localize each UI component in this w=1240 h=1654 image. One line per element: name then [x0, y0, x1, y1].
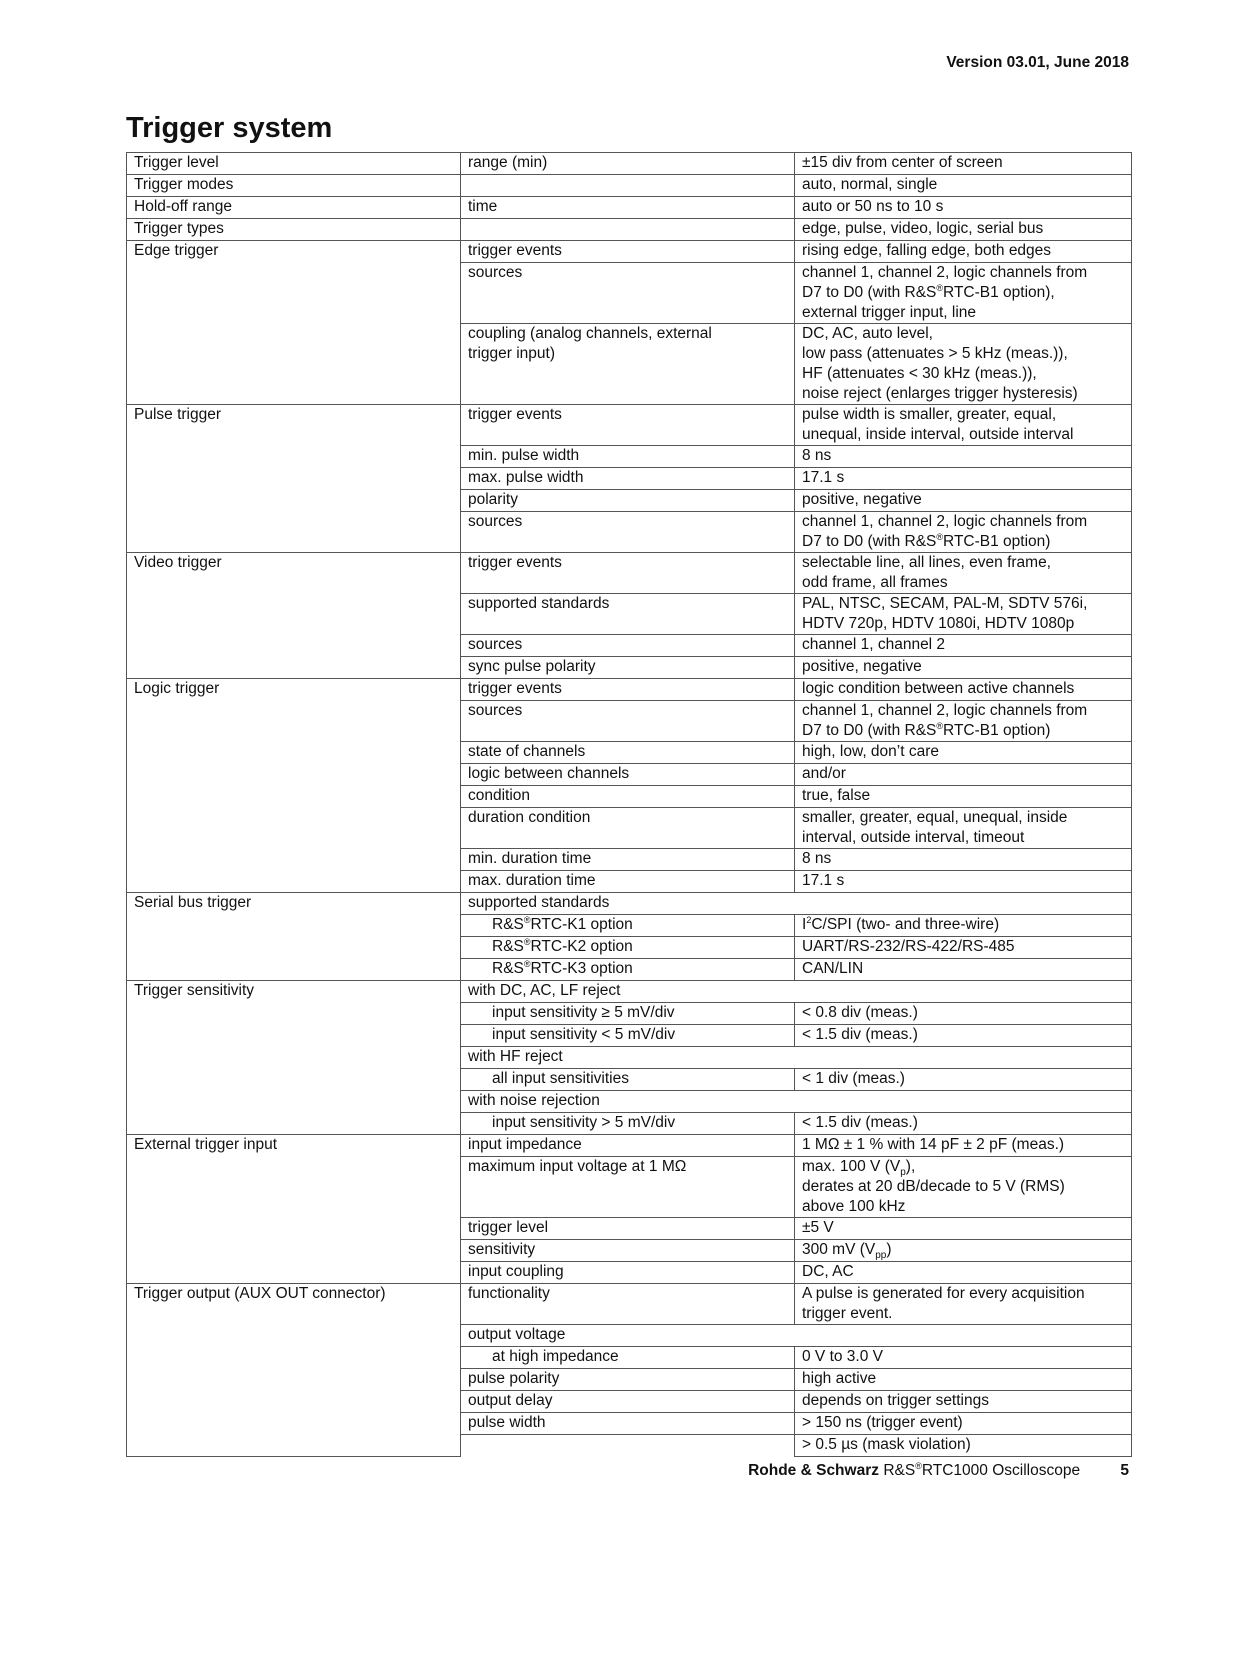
table-row	[127, 1391, 1132, 1413]
row-group-label: Trigger modes	[127, 175, 461, 197]
table-row	[127, 1135, 1132, 1157]
parameter-cell: trigger events	[461, 241, 795, 263]
table-row	[127, 1347, 1132, 1369]
parameter-cell: functionality	[461, 1284, 795, 1325]
parameter-cell: supported standards	[461, 594, 795, 635]
row-group-label	[127, 1047, 461, 1069]
row-group-label	[127, 959, 461, 981]
parameter-cell: logic between channels	[461, 764, 795, 786]
row-group-label	[127, 657, 461, 679]
value-cell	[795, 1157, 1132, 1218]
row-group-label	[127, 1003, 461, 1025]
parameter-cell: at high impedance	[461, 1347, 795, 1369]
cell-line: unequal, inside interval, outside interval	[802, 426, 1074, 443]
table-row	[127, 1218, 1132, 1240]
cell-line: channel 1, channel 2, logic channels from	[802, 702, 1088, 719]
row-group-label	[127, 512, 461, 553]
cell-line: low pass (attenuates > 5 kHz (meas.)),	[802, 345, 1068, 362]
parameter-cell	[461, 324, 795, 405]
value-cell: high active	[795, 1369, 1132, 1391]
cell-line: trigger input)	[468, 345, 556, 362]
table-row	[127, 893, 1132, 915]
parameter-cell: min. duration time	[461, 849, 795, 871]
value-cell	[795, 324, 1132, 405]
table-row	[127, 446, 1132, 468]
value-cell: rising edge, falling edge, both edges	[795, 241, 1132, 263]
parameter-cell: output delay	[461, 1391, 795, 1413]
table-row	[127, 594, 1132, 635]
parameter-cell: input sensitivity ≥ 5 mV/div	[461, 1003, 795, 1025]
table-row	[127, 1325, 1132, 1347]
row-group-label	[127, 446, 461, 468]
document-version: Version 03.01, June 2018	[946, 54, 1129, 71]
value-cell: 17.1 s	[795, 871, 1132, 893]
parameter-cell: with HF reject	[461, 1047, 1132, 1069]
row-group-label	[127, 263, 461, 324]
parameter-cell: sensitivity	[461, 1240, 795, 1262]
table-row	[127, 1369, 1132, 1391]
value-cell: ±5 V	[795, 1218, 1132, 1240]
table-row	[127, 468, 1132, 490]
row-group-label	[127, 786, 461, 808]
parameter-cell: pulse polarity	[461, 1369, 795, 1391]
cell-line: selectable line, all lines, even frame,	[802, 554, 1051, 571]
row-group-label	[127, 1325, 461, 1347]
value-cell: auto, normal, single	[795, 175, 1132, 197]
value-cell: true, false	[795, 786, 1132, 808]
value-cell	[795, 512, 1132, 553]
table-row	[127, 1262, 1132, 1284]
value-cell	[795, 1284, 1132, 1325]
value-cell: > 0.5 µs (mask violation)	[795, 1435, 1132, 1457]
value-cell: < 1 div (meas.)	[795, 1069, 1132, 1091]
value-cell	[795, 701, 1132, 742]
table-row	[127, 701, 1132, 742]
table-row	[127, 657, 1132, 679]
row-group-label: Logic trigger	[127, 679, 461, 701]
page-number: 5	[1120, 1462, 1129, 1479]
parameter-cell: min. pulse width	[461, 446, 795, 468]
row-group-label	[127, 1218, 461, 1240]
parameter-cell: all input sensitivities	[461, 1069, 795, 1091]
value-cell: 8 ns	[795, 849, 1132, 871]
value-cell: high, low, don’t care	[795, 742, 1132, 764]
row-group-label: Pulse trigger	[127, 405, 461, 446]
row-group-label	[127, 1069, 461, 1091]
table-row	[127, 1157, 1132, 1218]
value-cell: channel 1, channel 2	[795, 635, 1132, 657]
row-group-label	[127, 1413, 461, 1435]
row-group-label: Trigger types	[127, 219, 461, 241]
value-cell	[795, 553, 1132, 594]
cell-line: HDTV 720p, HDTV 1080i, HDTV 1080p	[802, 615, 1075, 632]
value-cell	[795, 594, 1132, 635]
row-group-label	[127, 742, 461, 764]
table-row	[127, 153, 1132, 175]
cell-line: PAL, NTSC, SECAM, PAL-M, SDTV 576i,	[802, 595, 1088, 612]
table-row	[127, 679, 1132, 701]
cell-line: noise reject (enlarges trigger hysteresis)	[802, 385, 1078, 402]
row-group-label	[127, 1091, 461, 1113]
row-group-label: Trigger output (AUX OUT connector)	[127, 1284, 461, 1325]
value-cell: UART/RS-232/RS-422/RS-485	[795, 937, 1132, 959]
row-group-label	[127, 937, 461, 959]
row-group-label	[127, 635, 461, 657]
row-group-label	[127, 1369, 461, 1391]
value-cell: < 0.8 div (meas.)	[795, 1003, 1132, 1025]
parameter-cell: with noise rejection	[461, 1091, 1132, 1113]
cell-line: channel 1, channel 2, logic channels from	[802, 513, 1088, 530]
cell-line: interval, outside interval, timeout	[802, 829, 1025, 846]
parameter-cell: duration condition	[461, 808, 795, 849]
cell-line: pulse width is smaller, greater, equal,	[802, 406, 1057, 423]
row-group-label	[127, 1262, 461, 1284]
row-group-label	[127, 849, 461, 871]
cell-line: D7 to D0 (with R&S®RTC-B1 option),	[802, 282, 1055, 301]
cell-line: D7 to D0 (with R&S®RTC-B1 option)	[802, 720, 1051, 739]
value-cell: > 150 ns (trigger event)	[795, 1413, 1132, 1435]
parameter-cell: R&S®RTC-K1 option	[461, 915, 795, 937]
parameter-cell	[461, 219, 795, 241]
footer-product: R&S®RTC1000 Oscilloscope	[883, 1460, 1081, 1479]
row-group-label	[127, 468, 461, 490]
page-footer	[748, 1462, 1129, 1480]
cell-line: HF (attenuates < 30 kHz (meas.)),	[802, 365, 1037, 382]
parameter-cell: condition	[461, 786, 795, 808]
parameter-cell: sources	[461, 263, 795, 324]
row-group-label: Hold-off range	[127, 197, 461, 219]
value-cell: < 1.5 div (meas.)	[795, 1025, 1132, 1047]
parameter-cell: sources	[461, 701, 795, 742]
table-row	[127, 490, 1132, 512]
table-row	[127, 324, 1132, 405]
cell-line: A pulse is generated for every acquisition	[802, 1285, 1085, 1302]
value-cell: < 1.5 div (meas.)	[795, 1113, 1132, 1135]
row-group-label	[127, 915, 461, 937]
value-cell: positive, negative	[795, 657, 1132, 679]
parameter-cell: R&S®RTC-K2 option	[461, 937, 795, 959]
row-group-label: Edge trigger	[127, 241, 461, 263]
parameter-cell: output voltage	[461, 1325, 1132, 1347]
table-row	[127, 937, 1132, 959]
table-row	[127, 1113, 1132, 1135]
row-group-label	[127, 594, 461, 635]
parameter-cell: R&S®RTC-K3 option	[461, 959, 795, 981]
parameter-cell: max. duration time	[461, 871, 795, 893]
parameter-cell: trigger level	[461, 1218, 795, 1240]
table-row	[127, 1025, 1132, 1047]
parameter-cell: sources	[461, 635, 795, 657]
value-cell: ±15 div from center of screen	[795, 153, 1132, 175]
table-row	[127, 915, 1132, 937]
parameter-cell	[461, 1435, 795, 1457]
table-row	[127, 742, 1132, 764]
value-cell: logic condition between active channels	[795, 679, 1132, 701]
row-group-label: External trigger input	[127, 1135, 461, 1157]
value-cell: edge, pulse, video, logic, serial bus	[795, 219, 1132, 241]
row-group-label	[127, 1391, 461, 1413]
table-row	[127, 175, 1132, 197]
cell-line: coupling (analog channels, external	[468, 325, 712, 342]
value-cell: 8 ns	[795, 446, 1132, 468]
table-row	[127, 219, 1132, 241]
table-row	[127, 1047, 1132, 1069]
table-row	[127, 197, 1132, 219]
parameter-cell: input coupling	[461, 1262, 795, 1284]
parameter-cell: time	[461, 197, 795, 219]
table-row	[127, 1069, 1132, 1091]
table-row	[127, 959, 1132, 981]
table-row	[127, 1091, 1132, 1113]
row-group-label	[127, 1025, 461, 1047]
cell-line: odd frame, all frames	[802, 574, 948, 591]
cell-line: external trigger input, line	[802, 304, 977, 321]
parameter-cell: input impedance	[461, 1135, 795, 1157]
parameter-cell: input sensitivity > 5 mV/div	[461, 1113, 795, 1135]
table-row	[127, 1240, 1132, 1262]
table-row	[127, 1003, 1132, 1025]
row-group-label	[127, 764, 461, 786]
parameter-cell: with DC, AC, LF reject	[461, 981, 1132, 1003]
value-cell: $I^2C$/SPI (two- and three-wire)	[795, 915, 1132, 937]
cell-line: channel 1, channel 2, logic channels from	[802, 264, 1088, 281]
value-cell	[795, 808, 1132, 849]
value-cell: 1 MΩ ± 1 % with 14 pF ± 2 pF (meas.)	[795, 1135, 1132, 1157]
table-row	[127, 786, 1132, 808]
parameter-cell: sync pulse polarity	[461, 657, 795, 679]
value-cell	[795, 405, 1132, 446]
row-group-label	[127, 324, 461, 405]
row-group-label	[127, 1347, 461, 1369]
value-cell: DC, AC	[795, 1262, 1132, 1284]
table-row	[127, 553, 1132, 594]
cell-line: trigger event.	[802, 1305, 893, 1322]
table-row	[127, 635, 1132, 657]
table-row	[127, 871, 1132, 893]
table-row	[127, 263, 1132, 324]
row-group-label	[127, 808, 461, 849]
row-group-label	[127, 701, 461, 742]
cell-line: smaller, greater, equal, unequal, inside	[802, 809, 1068, 826]
footer-company: Rohde & Schwarz	[748, 1462, 879, 1479]
table-row	[127, 981, 1132, 1003]
value-cell: 17.1 s	[795, 468, 1132, 490]
cell-line: above 100 kHz	[802, 1198, 906, 1215]
parameter-cell: supported standards	[461, 893, 1132, 915]
table-row	[127, 1435, 1132, 1457]
row-group-label	[127, 1435, 461, 1457]
table-row	[127, 808, 1132, 849]
value-cell: 0 V to 3.0 V	[795, 1347, 1132, 1369]
row-group-label: Video trigger	[127, 553, 461, 594]
row-group-label	[127, 1113, 461, 1135]
row-group-label	[127, 1240, 461, 1262]
cell-line: max. 100 V $(V_p)$,	[802, 1158, 916, 1179]
section-title: Trigger system	[126, 112, 333, 144]
row-group-label: Serial bus trigger	[127, 893, 461, 915]
value-cell: depends on trigger settings	[795, 1391, 1132, 1413]
parameter-cell: state of channels	[461, 742, 795, 764]
parameter-cell: polarity	[461, 490, 795, 512]
value-cell: and/or	[795, 764, 1132, 786]
row-group-label	[127, 490, 461, 512]
table-row	[127, 849, 1132, 871]
parameter-cell: sources	[461, 512, 795, 553]
row-group-label: Trigger sensitivity	[127, 981, 461, 1003]
parameter-cell: trigger events	[461, 553, 795, 594]
cell-line: DC, AC, auto level,	[802, 325, 933, 342]
value-cell: 300 mV $(V_{pp})$	[795, 1240, 1132, 1262]
value-cell: positive, negative	[795, 490, 1132, 512]
table-row	[127, 512, 1132, 553]
parameter-cell: trigger events	[461, 405, 795, 446]
table-row	[127, 1284, 1132, 1325]
cell-line: derates at 20 dB/decade to 5 V (RMS)	[802, 1178, 1065, 1195]
row-group-label	[127, 871, 461, 893]
parameter-cell	[461, 175, 795, 197]
table-row	[127, 1413, 1132, 1435]
value-cell: auto or 50 ns to 10 s	[795, 197, 1132, 219]
parameter-cell: pulse width	[461, 1413, 795, 1435]
cell-line: D7 to D0 (with R&S®RTC-B1 option)	[802, 531, 1051, 550]
parameter-cell: input sensitivity < 5 mV/div	[461, 1025, 795, 1047]
row-group-label: Trigger level	[127, 153, 461, 175]
parameter-cell: range (min)	[461, 153, 795, 175]
table-row	[127, 405, 1132, 446]
table-row	[127, 764, 1132, 786]
value-cell: CAN/LIN	[795, 959, 1132, 981]
parameter-cell: trigger events	[461, 679, 795, 701]
parameter-cell: max. pulse width	[461, 468, 795, 490]
value-cell	[795, 263, 1132, 324]
table-row	[127, 241, 1132, 263]
row-group-label	[127, 1157, 461, 1218]
parameter-cell: maximum input voltage at 1 MΩ	[461, 1157, 795, 1218]
trigger-spec-table	[126, 152, 1132, 1457]
